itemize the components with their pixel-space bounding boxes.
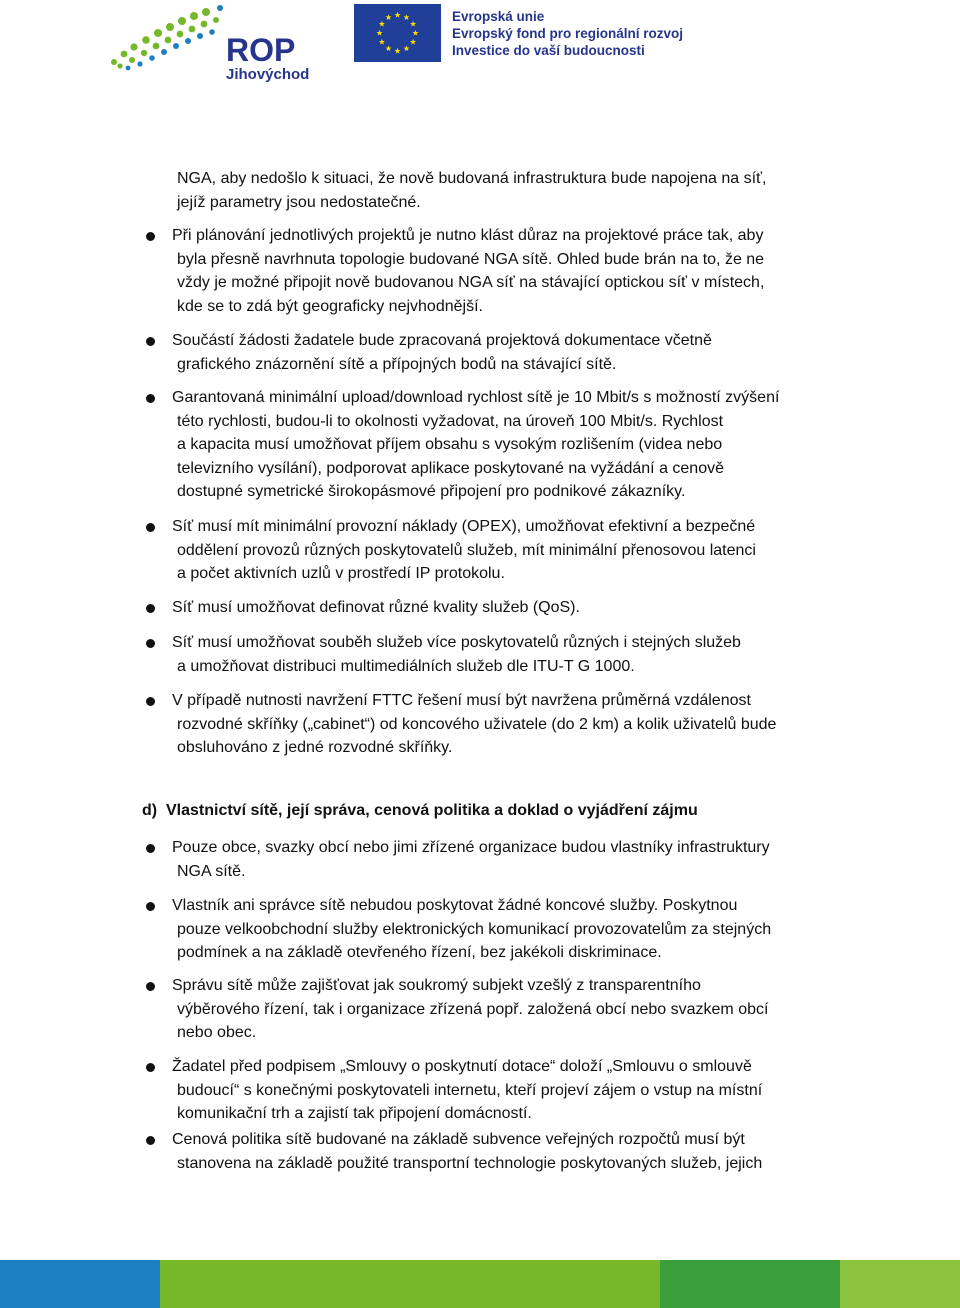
bullet-icon bbox=[146, 604, 155, 613]
list-item bbox=[172, 224, 846, 318]
list-item-line: výběrového řízení, tak i organizace zřízená popř. založená obcí nebo svazkem obcí bbox=[177, 1000, 769, 1018]
rop-dots-icon bbox=[106, 2, 226, 72]
eu-flag-icon bbox=[354, 4, 441, 62]
list-item bbox=[172, 596, 846, 620]
list-item-line: a počet aktivních uzlů v prostředí IP protokolu. bbox=[177, 565, 505, 582]
list-item-line: byla přesně navrhnuta topologie budované NGA sítě. Ohled bude brán na to, že ne bbox=[177, 250, 765, 268]
bullet-icon bbox=[146, 982, 155, 991]
list-item-line: komunikační trh a zajistí tak připojení domácností. bbox=[177, 1105, 532, 1122]
bullet-icon bbox=[146, 232, 155, 241]
rop-logo-word: ROP bbox=[226, 32, 296, 68]
list-item bbox=[172, 894, 846, 965]
bullet-icon bbox=[146, 337, 155, 346]
list-item-line: Při plánování jednotlivých projektů je nutno klást důraz na projektové práce tak, aby bbox=[172, 227, 764, 244]
intro-paragraph bbox=[177, 167, 845, 214]
rop-logo-region: Jihovýchod bbox=[226, 66, 310, 83]
list-item-line: oddělení provozů různých poskytovatelů služeb, mít minimální přenosovou latenci bbox=[177, 541, 756, 559]
list-item-line: Správu sítě může zajišťovat jak soukromý subjekt vzešlý z transparentního bbox=[172, 977, 701, 994]
bullet-icon bbox=[146, 844, 155, 853]
list-item-line: rozvodné skříňky („cabinet“) od koncového uživatele (do 2 km) a kolik uživatelů bude bbox=[177, 715, 777, 733]
list-item bbox=[172, 836, 846, 883]
list-item-line: podmínek a na základě otevřeného řízení, bez jakékoli diskriminace. bbox=[177, 944, 662, 961]
intro-line: NGA, aby nedošlo k situaci, že nově budovaná infrastruktura bude napojena na síť, bbox=[177, 170, 767, 187]
list-item-line: Pouze obce, svazky obcí nebo jimi zřízené organizace budou vlastníky infrastruktury bbox=[172, 839, 770, 856]
list-item-line: V případě nutnosti navržení FTTC řešení musí být navržena průměrná vzdálenost bbox=[172, 692, 751, 709]
list-item bbox=[172, 329, 846, 376]
list-item-line: Cenová politika sítě budované na základě subvence veřejných rozpočtů musí být bbox=[172, 1131, 745, 1148]
list-item-line: této rychlosti, budou-li to okolnosti vyžadovat, na úroveň 100 Mbit/s. Rychlost bbox=[177, 412, 724, 430]
list-item-line: Součástí žádosti žadatele bude zpracovaná projektová dokumentace včetně bbox=[172, 332, 712, 349]
rop-jihovychod-logo bbox=[106, 2, 321, 90]
intro-line: jejíž parametry jsou nedostatečné. bbox=[177, 193, 421, 211]
eu-text-line3: Investice do vaší budoucnosti bbox=[452, 43, 645, 58]
bullet-icon bbox=[146, 639, 155, 648]
list-item-line: pouze velkoobchodní služby elektronických komunikací provozovatelům za stejných bbox=[177, 920, 772, 938]
list-item-line: a kapacita musí umožňovat příjem obsahu s vysokým rozlišením (videa nebo bbox=[177, 436, 723, 453]
bullet-icon bbox=[146, 902, 155, 911]
footer-segment-blue bbox=[0, 1260, 160, 1308]
list-item-line: nebo obec. bbox=[177, 1024, 257, 1041]
bullet-icon bbox=[146, 1136, 155, 1145]
footer-segment-lightgreen bbox=[840, 1260, 960, 1308]
section-d-heading: d) Vlastnictví sítě, její správa, cenová politika a doklad o vyjádření zájmu bbox=[142, 802, 698, 819]
list-item bbox=[172, 1055, 846, 1126]
list-item bbox=[172, 631, 846, 678]
list-item bbox=[172, 974, 846, 1045]
list-item-line: obsluhováno z jedné rozvodné skříňky. bbox=[177, 739, 453, 756]
list-item bbox=[172, 1128, 846, 1175]
page-header bbox=[0, 0, 960, 110]
list-item-line: NGA sítě. bbox=[177, 862, 246, 880]
bullet-icon bbox=[146, 697, 155, 706]
footer-segment-darkgreen bbox=[660, 1260, 840, 1308]
list-item-line: kde se to zdá být geograficky nejvhodnější. bbox=[177, 297, 483, 315]
list-item-line: vždy je možné připojit nově budovanou NGA síť na stávající optickou síť v místech, bbox=[177, 274, 765, 291]
footer-segment-green bbox=[160, 1260, 660, 1308]
footer-color-bar bbox=[0, 1260, 960, 1308]
list-item bbox=[172, 515, 846, 586]
list-item-line: Garantovaná minimální upload/download rychlost sítě je 10 Mbit/s s možností zvýšení bbox=[172, 389, 780, 406]
list-item-line: stanovena na základě použité transportní technologie poskytovaných služeb, jejich bbox=[177, 1154, 763, 1172]
list-item bbox=[172, 386, 846, 504]
list-item-line: a umožňovat distribuci multimediálních služeb dle ITU-T G 1000. bbox=[177, 657, 635, 675]
list-item-line: Síť musí umožňovat definovat různé kvality služeb (QoS). bbox=[172, 599, 580, 616]
list-item-line: Síť musí umožňovat souběh služeb více poskytovatelů různých i stejných služeb bbox=[172, 634, 741, 651]
list-item-line: Žadatel před podpisem „Smlouvy o poskytnutí dotace“ doloží „Smlouvu o smlouvě bbox=[172, 1058, 752, 1075]
list-item bbox=[172, 689, 846, 760]
eu-text-line1: Evropská unie bbox=[452, 9, 545, 24]
eu-text bbox=[452, 8, 683, 59]
list-item-line: televizního vysílání), podporovat aplikace poskytované na vyžádání a cenově bbox=[177, 459, 724, 477]
list-item-line: grafického znázornění sítě a přípojných bodů na stávající sítě. bbox=[177, 355, 617, 373]
list-item-line: Síť musí mít minimální provozní náklady (OPEX), umožňovat efektivní a bezpečné bbox=[172, 518, 756, 535]
bullet-icon bbox=[146, 523, 155, 532]
list-item-line: budoucí“ s konečnými poskytovateli internetu, kteří projeví zájem o vstup na místní bbox=[177, 1081, 763, 1099]
bullet-icon bbox=[146, 394, 155, 403]
bullet-icon bbox=[146, 1063, 155, 1072]
eu-text-line2: Evropský fond pro regionální rozvoj bbox=[452, 26, 684, 41]
list-item-line: Vlastník ani správce sítě nebudou poskytovat žádné koncové služby. Poskytnou bbox=[172, 897, 738, 914]
list-item-line: dostupné symetrické širokopásmové připojení pro podnikové zákazníky. bbox=[177, 483, 686, 500]
